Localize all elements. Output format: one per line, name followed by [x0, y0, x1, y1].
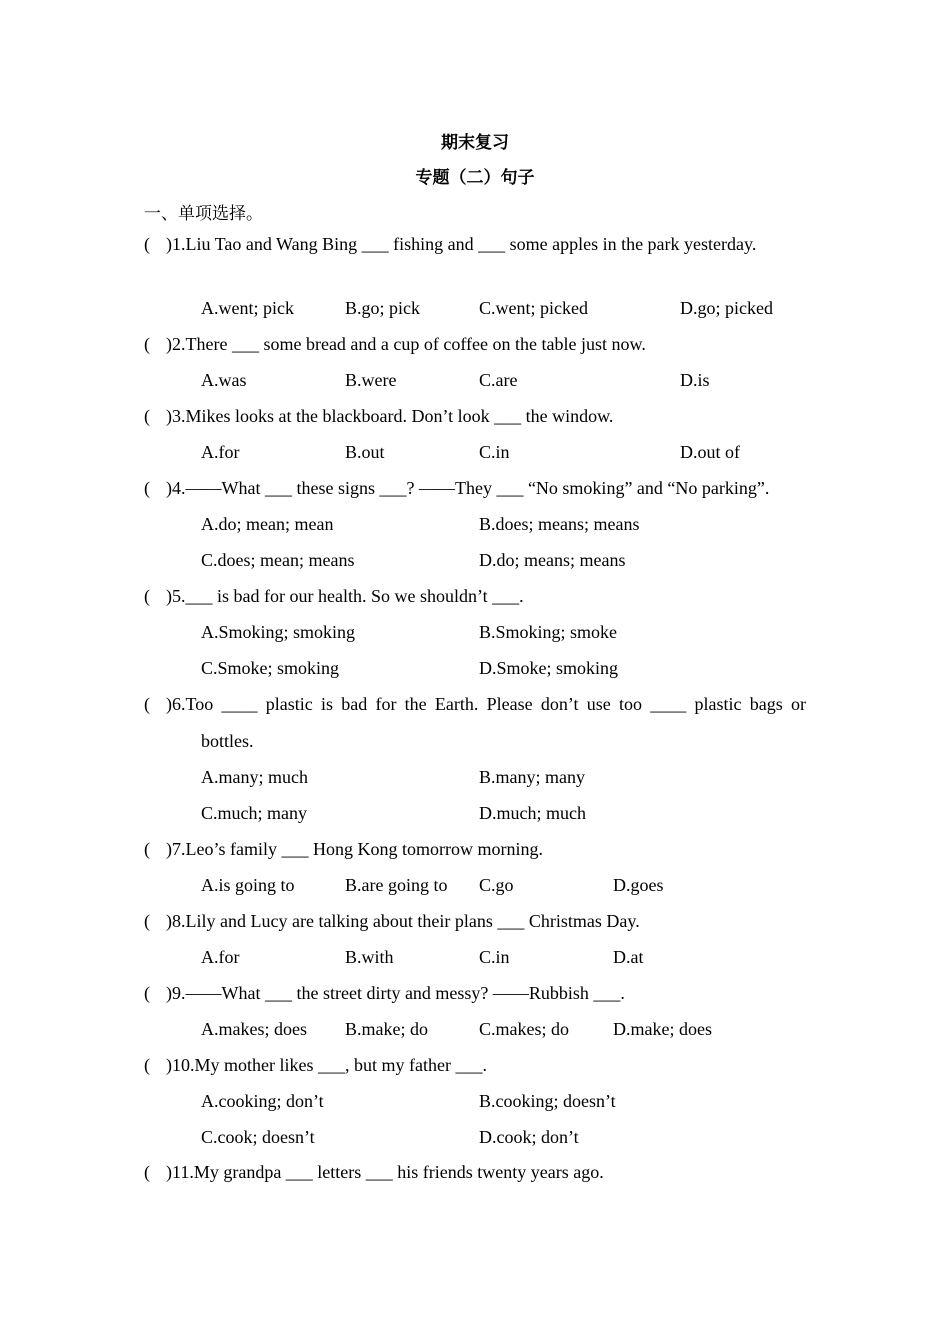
option-a: A.was: [201, 370, 247, 390]
question-text: )10.My mother likes ___, but my father ___.: [166, 1055, 487, 1075]
answer-bracket: (: [144, 586, 150, 606]
option-a: A.cooking; don’t: [201, 1091, 324, 1111]
option-b: B.cooking; doesn’t: [479, 1091, 616, 1111]
question-text: )4.——What ___ these signs ___? ——They ___ “No smoking” and “No parking”.: [166, 478, 770, 498]
option-c: C.much; many: [201, 803, 307, 823]
option-b: B.were: [345, 370, 397, 390]
question-8: [144, 911, 640, 932]
option-d: D.out of: [680, 442, 740, 462]
question-text: )7.Leo’s family ___ Hong Kong tomorrow morning.: [166, 839, 543, 859]
option-a: A.went; pick: [201, 298, 294, 318]
option-c: C.Smoke; smoking: [201, 658, 340, 678]
option-c: C.went; picked: [479, 298, 588, 318]
option-b: B.does; means; means: [479, 514, 640, 534]
question-4: [144, 478, 769, 499]
option-d: D.go; picked: [680, 298, 773, 318]
answer-bracket: (: [144, 839, 150, 859]
question-continuation: bottles.: [201, 731, 254, 751]
question-10: [144, 1055, 487, 1076]
option-a: A.do; mean; mean: [201, 514, 334, 534]
question-text: )8.Lily and Lucy are talking about their plans ___ Christmas Day.: [166, 911, 640, 931]
page-subtitle: 专题（二）句子: [415, 168, 535, 188]
question-text: )11.My grandpa ___ letters ___ his friends twenty years ago.: [166, 1162, 604, 1182]
option-a: A.many; much: [201, 767, 308, 787]
answer-bracket: (: [144, 1055, 150, 1075]
answer-bracket: (: [144, 406, 150, 426]
option-b: B.with: [345, 947, 394, 967]
option-c: C.go: [479, 875, 514, 895]
option-c: C.are: [479, 370, 518, 390]
option-a: A.for: [201, 442, 240, 462]
section-heading: 一、单项选择。: [144, 204, 263, 224]
option-a: A.is going to: [201, 875, 295, 895]
question-2: [144, 334, 646, 355]
option-a: A.makes; does: [201, 1019, 307, 1039]
question-text: )6.Too ____ plastic is bad for the Earth. Please don’t use too ____ plastic bags or: [166, 694, 806, 714]
question-3: [144, 406, 613, 427]
option-b: B.go; pick: [345, 298, 420, 318]
option-c: C.makes; do: [479, 1019, 569, 1039]
option-d: D.cook; don’t: [479, 1127, 579, 1147]
answer-bracket: (: [144, 478, 150, 498]
question-6: [144, 694, 806, 715]
option-d: D.make; does: [613, 1019, 712, 1039]
option-c: C.in: [479, 442, 510, 462]
option-d: D.Smoke; smoking: [479, 658, 619, 678]
option-d: D.much; much: [479, 803, 586, 823]
page-title: 期末复习: [441, 133, 509, 153]
option-b: B.out: [345, 442, 385, 462]
question-11: [144, 1162, 604, 1183]
option-b: B.many; many: [479, 767, 585, 787]
option-a: A.Smoking; smoking: [201, 622, 356, 642]
option-a: A.for: [201, 947, 240, 967]
option-b: B.Smoking; smoke: [479, 622, 618, 642]
answer-bracket: (: [144, 334, 150, 354]
question-text: )9.——What ___ the street dirty and messy? ——Rubbish ___.: [166, 983, 625, 1003]
question-7: [144, 839, 543, 860]
option-d: D.is: [680, 370, 710, 390]
option-b: B.are going to: [345, 875, 448, 895]
question-text: )1.Liu Tao and Wang Bing ___ fishing and ___ some apples in the park yesterday.: [166, 234, 757, 254]
question-1: [144, 234, 756, 255]
answer-bracket: (: [144, 911, 150, 931]
question-9: [144, 983, 625, 1004]
option-c: C.does; mean; means: [201, 550, 355, 570]
question-text: )3.Mikes looks at the blackboard. Don’t look ___ the window.: [166, 406, 614, 426]
option-d: D.goes: [613, 875, 664, 895]
answer-bracket: (: [144, 983, 150, 1003]
option-c: C.cook; doesn’t: [201, 1127, 315, 1147]
option-b: B.make; do: [345, 1019, 428, 1039]
question-5: [144, 586, 524, 607]
option-d: D.at: [613, 947, 644, 967]
answer-bracket: (: [144, 694, 150, 714]
answer-bracket: (: [144, 1162, 150, 1182]
option-c: C.in: [479, 947, 510, 967]
question-text: )5.___ is bad for our health. So we shouldn’t ___.: [166, 586, 524, 606]
answer-bracket: (: [144, 234, 150, 254]
option-d: D.do; means; means: [479, 550, 626, 570]
question-text: )2.There ___ some bread and a cup of coffee on the table just now.: [166, 334, 646, 354]
